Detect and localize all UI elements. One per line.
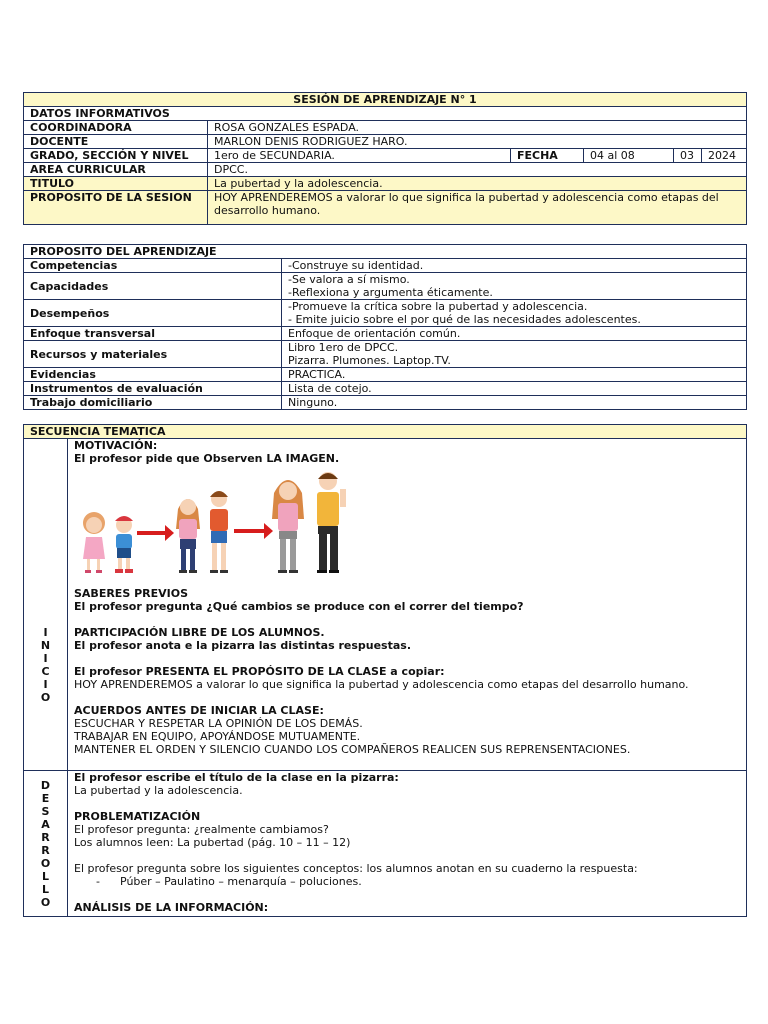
aprendizaje-row xyxy=(24,327,747,341)
aprendizaje-row-value xyxy=(282,259,747,273)
aprendizaje-row xyxy=(24,259,747,273)
aprendizaje-row-value xyxy=(282,327,747,341)
docente-row xyxy=(24,135,747,149)
participacion-title: PARTICIPACIÓN LIBRE DE LOS ALUMNOS. xyxy=(74,626,325,639)
growth-stages-image xyxy=(74,467,364,583)
participacion-text: El profesor anota e la pizarra las distintas respuestas. xyxy=(74,639,412,652)
aprendizaje-row-label: Competencias xyxy=(24,259,282,273)
motivacion-title: MOTIVACIÓN: xyxy=(74,439,158,452)
acuerdos-title: ACUERDOS ANTES DE INICIAR LA CLASE: xyxy=(74,704,324,717)
analisis-title: ANÁLISIS DE LA INFORMACIÓN: xyxy=(74,901,269,914)
aprendizaje-row-label: Instrumentos de evaluación xyxy=(24,382,282,396)
aprendizaje-row-line: -Construye su identidad. xyxy=(288,259,424,272)
conceptos-bullet xyxy=(74,875,740,888)
aprendizaje-row xyxy=(24,382,747,396)
motivacion-text: El profesor pide que Observen LA IMAGEN. xyxy=(74,452,340,465)
vertical-letter: O xyxy=(40,895,51,909)
adult-woman-figure xyxy=(272,480,304,573)
vertical-letter: O xyxy=(40,856,51,870)
teen-boy-figure xyxy=(210,491,228,573)
acuerdo-item: ESCUCHAR Y RESPETAR LA OPINIÓN DE LOS DEMÁS. xyxy=(74,717,363,730)
saberes-text: El profesor pregunta ¿Qué cambios se produce con el correr del tiempo? xyxy=(74,600,524,613)
info-section-row xyxy=(24,107,747,121)
vertical-letter: E xyxy=(41,791,50,805)
aprendizaje-row-line: Pizarra. Plumones. Laptop.TV. xyxy=(288,354,451,367)
aprendizaje-row-label: Evidencias xyxy=(24,368,282,382)
arrow-2-icon xyxy=(234,523,273,539)
conceptos-list: Púber – Paulatino – menarquía – poluciones. xyxy=(120,875,362,888)
aprendizaje-row xyxy=(24,300,747,327)
aprendizaje-row-line: Ninguno. xyxy=(288,396,338,409)
docente-value: MARLON DENIS RODRIGUEZ HARO. xyxy=(208,135,747,149)
aprendizaje-row xyxy=(24,368,747,382)
aprendizaje-row-line: PRACTICA. xyxy=(288,368,346,381)
aprendizaje-row-value xyxy=(282,382,747,396)
aprendizaje-row-line: Enfoque de orientación común. xyxy=(288,327,461,340)
child-girl-figure xyxy=(83,512,105,573)
conceptos-text: El profesor pregunta sobre los siguientes conceptos: los alumnos anotan en su cuaderno la respuesta: xyxy=(74,862,638,875)
aprendizaje-row-label: Enfoque transversal xyxy=(24,327,282,341)
escribe-title: El profesor escribe el título de la clase en la pizarra: xyxy=(74,771,399,784)
proposito-row xyxy=(24,191,747,225)
vertical-letter: L xyxy=(41,869,49,883)
presenta-title: El profesor PRESENTA EL PROPÓSITO DE LA CLASE a copiar: xyxy=(74,665,445,678)
proposito-label: PROPOSITO DE LA SESION xyxy=(24,191,208,225)
fecha-year: 2024 xyxy=(702,149,747,163)
problematizacion-question: El profesor pregunta: ¿realmente cambiamos? xyxy=(74,823,329,836)
desarrollo-row xyxy=(24,771,747,917)
aprendizaje-row-label: Desempeños xyxy=(24,300,282,327)
vertical-letter: R xyxy=(41,830,50,844)
arrow-1-icon xyxy=(137,525,174,541)
aprendizaje-row xyxy=(24,341,747,368)
aprendizaje-header-row xyxy=(24,245,747,259)
aprendizaje-row-value xyxy=(282,368,747,382)
aprendizaje-row-value xyxy=(282,300,747,327)
area-value: DPCC. xyxy=(208,163,747,177)
desarrollo-content xyxy=(68,771,747,917)
vertical-letter: A xyxy=(41,817,50,831)
grado-label: GRADO, SECCIÓN Y NIVEL xyxy=(24,149,208,163)
secuencia-header-row xyxy=(24,425,747,439)
secuencia-header: SECUENCIA TEMATICA xyxy=(24,425,747,439)
aprendizaje-row-value xyxy=(282,341,747,368)
aprendizaje-row-line: -Se valora a sí mismo. xyxy=(288,273,410,286)
inicio-row xyxy=(24,439,747,771)
desarrollo-vertical-label xyxy=(24,771,68,917)
saberes-title: SABERES PREVIOS xyxy=(74,587,188,600)
fecha-days: 04 al 08 xyxy=(584,149,674,163)
aprendizaje-rows xyxy=(24,259,747,410)
adult-man-figure xyxy=(317,472,346,573)
coordinadora-row xyxy=(24,121,747,135)
session-title: SESIÓN DE APRENDIZAJE N° 1 xyxy=(24,93,747,107)
aprendizaje-row-line: Lista de cotejo. xyxy=(288,382,372,395)
aprendizaje-row-label: Trabajo domiciliario xyxy=(24,396,282,410)
coordinadora-value: ROSA GONZALES ESPADA. xyxy=(208,121,747,135)
vertical-letter: R xyxy=(41,843,50,857)
titulo-row xyxy=(24,177,747,191)
problematizacion-title: PROBLEMATIZACIÓN xyxy=(74,810,201,823)
aprendizaje-row-line: -Promueve la crítica sobre la pubertad y adolescencia. xyxy=(288,300,588,313)
fecha-label: FECHA xyxy=(511,149,584,163)
section-label: DATOS INFORMATIVOS xyxy=(24,107,747,121)
aprendizaje-row-value xyxy=(282,273,747,300)
aprendizaje-row-line: Libro 1ero de DPCC. xyxy=(288,341,399,354)
grado-value: 1ero de SECUNDARIA. xyxy=(208,149,511,163)
vertical-letter: L xyxy=(41,882,49,896)
vertical-letter: O xyxy=(40,690,51,704)
fecha-month: 03 xyxy=(674,149,702,163)
area-label: AREA CURRICULAR xyxy=(24,163,208,177)
titulo-value: La pubertad y la adolescencia. xyxy=(208,177,747,191)
acuerdo-item: TRABAJAR EN EQUIPO, APOYÁNDOSE MUTUAMENTE. xyxy=(74,730,361,743)
escribe-text: La pubertad y la adolescencia. xyxy=(74,784,243,797)
bullet-marker: - xyxy=(96,875,100,888)
proposito-value: HOY APRENDEREMOS a valorar lo que significa la pubertad y adolescencia como etapas del desarrollo humano. xyxy=(208,191,747,225)
aprendizaje-row-label: Capacidades xyxy=(24,273,282,300)
vertical-letter: D xyxy=(40,778,51,792)
aprendizaje-row-value xyxy=(282,396,747,410)
area-row xyxy=(24,163,747,177)
presenta-text: HOY APRENDEREMOS a valorar lo que significa la pubertad y adolescencia como etapas del desarrollo humano. xyxy=(74,678,689,691)
aprendizaje-table xyxy=(23,244,747,410)
vertical-letter: I xyxy=(43,651,48,665)
vertical-letter: N xyxy=(40,638,51,652)
growth-illustration xyxy=(74,467,740,583)
problematizacion-reading: Los alumnos leen: La pubertad (pág. 10 – 11 – 12) xyxy=(74,836,351,849)
info-table xyxy=(23,92,747,225)
vertical-letter: C xyxy=(41,664,50,678)
info-title-row xyxy=(24,93,747,107)
child-boy-figure xyxy=(115,516,133,573)
aprendizaje-row-line: -Reflexiona y argumenta éticamente. xyxy=(288,286,493,299)
aprendizaje-header: PROPOSITO DEL APRENDIZAJE xyxy=(24,245,747,259)
vertical-letter: I xyxy=(43,677,48,691)
inicio-vertical-label xyxy=(24,439,68,771)
grado-row xyxy=(24,149,747,163)
titulo-label: TITULO xyxy=(24,177,208,191)
coordinadora-label: COORDINADORA xyxy=(24,121,208,135)
aprendizaje-row-line: - Emite juicio sobre el por qué de las necesidades adolescentes. xyxy=(288,313,641,326)
aprendizaje-row-label: Recursos y materiales xyxy=(24,341,282,368)
vertical-letter: S xyxy=(41,804,50,818)
inicio-content xyxy=(68,439,747,771)
secuencia-table xyxy=(23,424,747,917)
teen-girl-figure xyxy=(176,499,200,573)
aprendizaje-row xyxy=(24,396,747,410)
acuerdo-item: MANTENER EL ORDEN Y SILENCIO CUANDO LOS COMPAÑEROS REALICEN SUS REPRENSENTACIONES. xyxy=(74,743,631,756)
aprendizaje-row xyxy=(24,273,747,300)
docente-label: DOCENTE xyxy=(24,135,208,149)
vertical-letter: I xyxy=(43,625,48,639)
